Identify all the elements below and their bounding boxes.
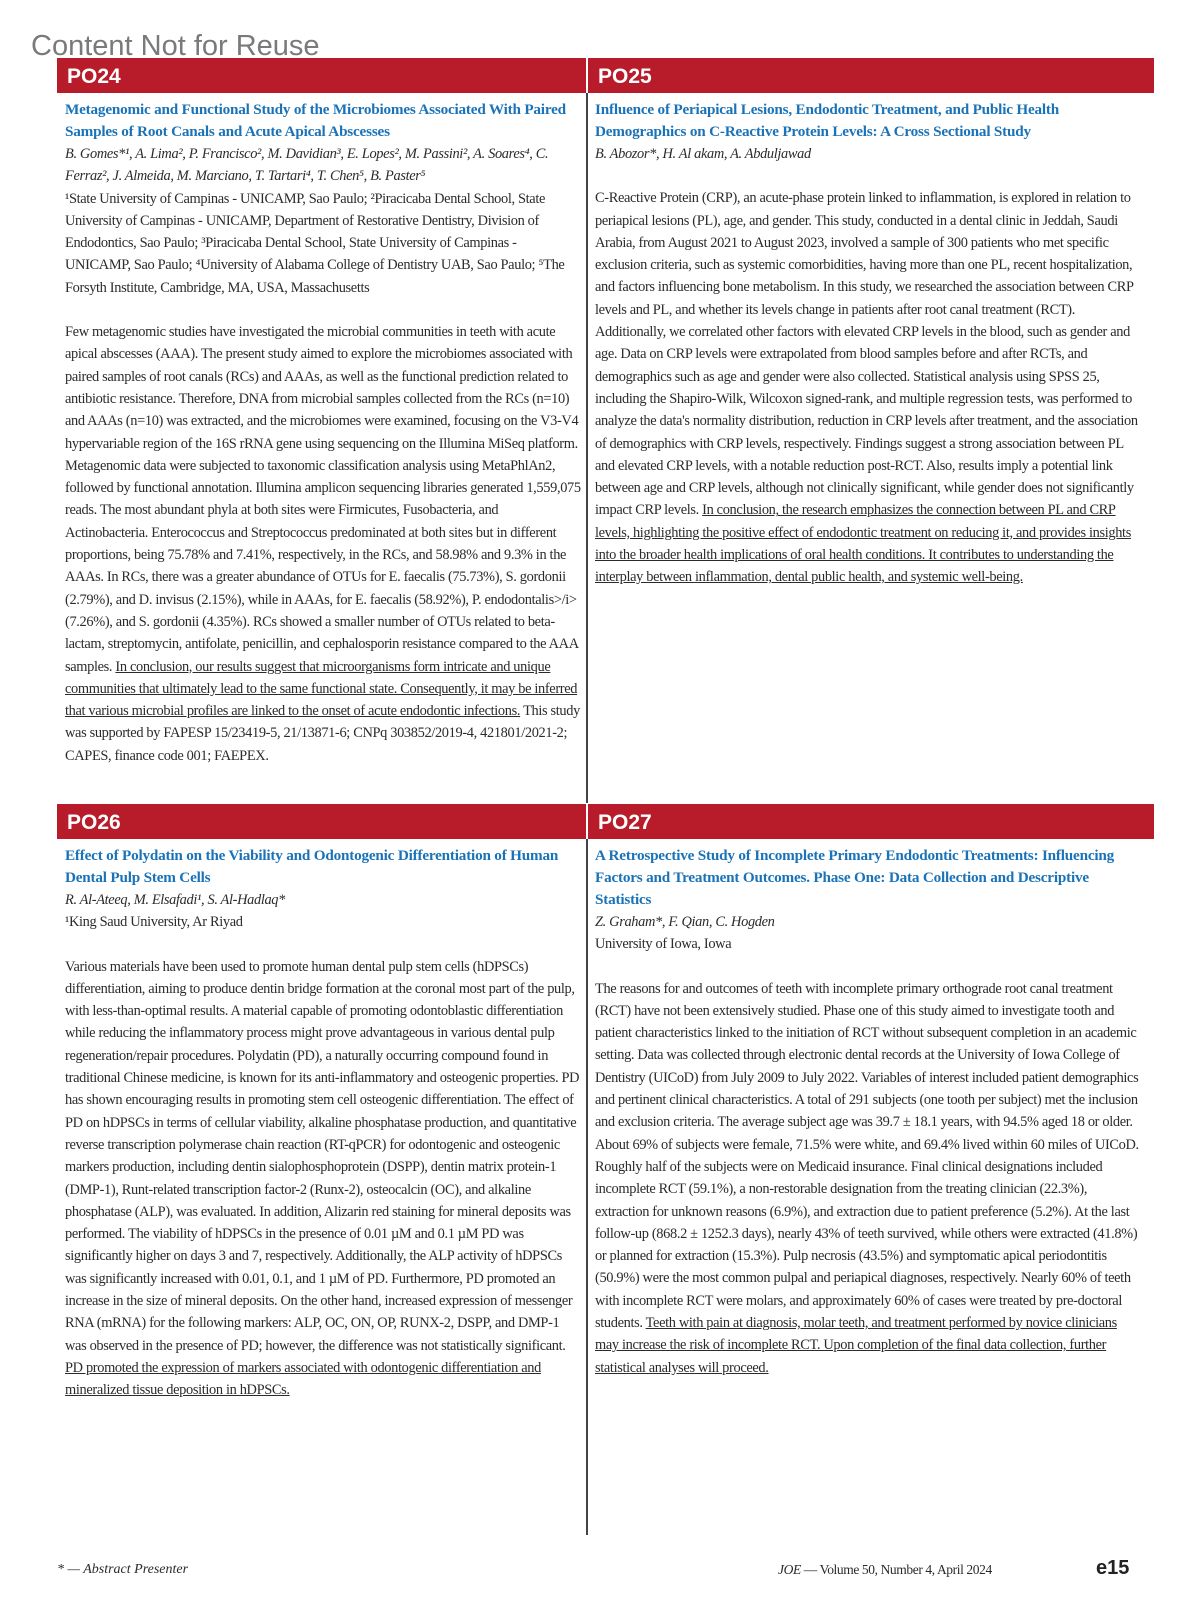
footer-note: * — Abstract Presenter (57, 1562, 189, 1577)
abstract-id-bar: PO27 (588, 804, 1154, 839)
watermark: Content Not for Reuse (31, 30, 320, 62)
abstract-affiliations: University of Iowa, Iowa (595, 936, 732, 953)
conclusion-text: In conclusion, the research emphasizes the connection between PL and CRP levels, highlighting the positive effect of endodontic treatment on reducing it, and provides insights into the broader health implications of oral health conditions. It contributes to understanding the interplay between inflammation, dental public health, and systemic well-being. (595, 502, 1131, 586)
abstract-authors: B. Gomes*¹, A. Lima², P. Francisco², M. Davidian³, E. Lopes², M. Passini², A. Soares⁴, C. Ferraz², J. Almeida, M. Marciano, T. Tartari⁴, T. Chen⁵, B. Paster⁵ (65, 146, 549, 185)
abstract-po24 (65, 99, 581, 767)
abstract-title: Metagenomic and Functional Study of the Microbiomes Associated With Paired Samples of Root Canals and Acute Apical Abscesses (65, 101, 566, 140)
conclusion-text: In conclusion, our results suggest that microorganisms form intricate and unique communities that ultimately lead to the same functional state. Consequently, it may be inferred that various microbial profiles are linked to the onset of acute endodontic infections. (65, 658, 578, 720)
page-number: e15 (1096, 1557, 1130, 1579)
abstract-body: Few metagenomic studies have investigated the microbial communities in teeth with acute apical abscesses (AAA). The present study aimed to explore the microbiomes associated with paired samples of root canals (RCs) and AAAs, as well as the functional prediction related to antibiotic resistance. Therefore, DNA from microbial samples collected from the RCs (n=10) and AAAs (n=10) was extracted, and the microbiomes were examined, focusing on the V3-V4 hypervariable region of the 16S rRNA gene using sequencing on the Illumina MiSeq platform. Metagenomic data were subjected to taxonomic classification analysis using MetaPhlAn2, followed by functional annotation. Illumina amplicon sequencing libraries generated 1,559,075 reads. The most abundant phyla at both sites were Firmicutes, Fusobacteria, and Actinobacteria. Enterococcus and Streptococcus predominated at both sites but in different proportions, being 75.78% and 7.41%, respectively, in the RCs, and 58.98% and 9.3% in the AAAs. In RCs, there was a greater abundance of OTUs for E. faecalis (75.73%), S. gordonii (2.79%), and D. invisus (2.15%), while in AAAs, for E. faecalis (58.92%), P. endodontalis>/i> (7.26%), and S. gordonii (4.35%). RCs showed a smaller number of OTUs related to beta-lactam, streptomycin, antifolate, penicillin, and cephalosporin resistance compared to the AAA samples. In conclusion, our results suggest that microorganisms form intricate and unique communities that ultimately lead to the same functional state. Consequently, it may be inferred that various microbial profiles are linked to the onset of acute endodontic infections. This study was supported by FAPESP 15/23419-5, 21/13871-6; CNPq 303852/2019-4, 421801/2021-2; CAPES, finance code 001; FAEPEX. (65, 324, 581, 764)
conclusion-text: Teeth with pain at diagnosis, molar teeth, and treatment performed by novice clinicians may increase the risk of incomplete RCT. Upon completion of the final data collection, further statistical analyses will proceed. (595, 1315, 1117, 1376)
footer-journal: JOE — Volume 50, Number 4, April 2024 (778, 1562, 992, 1577)
abstract-id-bar: PO24 (57, 58, 586, 93)
abstract-title: A Retrospective Study of Incomplete Primary Endodontic Treatments: Influencing Factors and Treatment Outcomes. Phase One: Data Collection and Descriptive Statistics (595, 847, 1115, 908)
abstract-title: Influence of Periapical Lesions, Endodontic Treatment, and Public Health Demographics on C-Reactive Protein Levels: A Cross Sectional Study (595, 101, 1060, 140)
abstract-id-bar: PO26 (57, 804, 586, 839)
abstract-po25 (595, 99, 1140, 589)
abstract-affiliations: ¹King Saud University, Ar Riyad (65, 914, 243, 931)
abstract-po27 (595, 845, 1140, 1379)
abstract-authors: R. Al-Ateeq, M. Elsafadi¹, S. Al-Hadlaq* (65, 892, 286, 908)
abstract-id-bar: PO25 (588, 58, 1154, 93)
column-divider (586, 93, 588, 803)
abstract-body: The reasons for and outcomes of teeth with incomplete primary orthograde root canal treatment (RCT) have not been extensively studied. Phase one of this study aimed to investigate tooth and patient characteristics linked to the initiation of RCT without subsequent completion in an academic setting. Data was collected through electronic dental records at the University of Iowa College of Dentistry (UICoD) from July 2009 to July 2022. Variables of interest included patient demographics and pertinent clinical characteristics. A total of 291 subjects (one tooth per subject) met the inclusion and exclusion criteria. The average subject age was 39.7 ± 18.1 years, with 94.5% aged 18 or older. About 69% of subjects were female, 71.5% were white, and 69.4% lived within 60 miles of UICoD. Roughly half of the subjects were on Medicaid insurance. Final clinical designations included incomplete RCT (59.1%), a non-restorable designation from the treating clinician (22.3%), extraction for unknown reasons (6.9%), and extraction due to patient preference (5.2%). At the last follow-up (868.2 ± 1252.3 days), nearly 43% of teeth survived, while others were extracted (41.8%) or planned for extraction (15.3%). Pulp necrosis (43.5%) and symptomatic apical periodontitis (50.9%) were the most common pulpal and periapical diagnoses, respectively. Nearly 60% of teeth with incomplete RCT were molars, and approximately 60% of cases were treated by pre-doctoral students. Teeth with pain at diagnosis, molar teeth, and treatment performed by novice clinicians may increase the risk of incomplete RCT. Upon completion of the final data collection, further statistical analyses will proceed. (595, 980, 1139, 1376)
abstract-body: C-Reactive Protein (CRP), an acute-phase protein linked to inflammation, is explored in relation to periapical lesions (PL), age, and gender. This study, conducted in a dental clinic in Jeddah, Saudi Arabia, from August 2021 to August 2023, involved a sample of 300 patients who met specific exclusion criteria, such as systemic comorbidities, having more than one PL, recent hospitalization, and factors influencing bone metabolism. In this study, we researched the association between CRP levels and PL, and whether its levels change in patients after root canal treatment (RCT). Additionally, we correlated other factors with elevated CRP levels in the blood, such as gender and age. Data on CRP levels were extrapolated from blood samples before and after RCTs, and demographics such as age and gender were also collected. Statistical analysis using SPSS 25, including the Shapiro-Wilk, Wilcoxon signed-rank, and multiple regression tests, was performed to analyze the data's normality distribution, reduction in CRP levels after treatment, and the association of demographics with CRP levels, respectively. Findings suggest a strong association between PL and elevated CRP levels, with a notable reduction post-RCT. Also, results imply a potential link between age and CRP levels, although not clinically significant, while gender does not significantly impact CRP levels. In conclusion, the research emphasizes the connection between PL and CRP levels, highlighting the positive effect of endodontic treatment on reducing it, and provides insights into the broader health implications of oral health conditions. It contributes to understanding the interplay between inflammation, dental public health, and systemic well-being. (595, 190, 1138, 586)
abstract-po26 (65, 845, 581, 1402)
abstract-authors: Z. Graham*, F. Qian, C. Hogden (595, 914, 775, 930)
column-divider (586, 839, 588, 1535)
abstract-body: Various materials have been used to promote human dental pulp stem cells (hDPSCs) differentiation, aiming to produce dentin bridge formation at the coronal most part of the pulp, with less-than-optimal results. A material capable of promoting odontoblastic differentiation while reducing the inflammatory process might prove advantageous in various dental pulp regeneration/repair procedures. Polydatin (PD), a naturally occurring compound found in traditional Chinese medicine, is known for its anti-inflammatory and osteogenic properties. PD has shown encouraging results in promoting stem cell osteogenic differentiation. The effect of PD on hDPSCs in terms of cellular viability, alkaline phosphatase production, and quantitative reverse transcription polymerase chain reaction (RT-qPCR) for odontogenic and osteogenic markers production, including dentin sialophosphoprotein (DSPP), dentin matrix protein-1 (DMP-1), Runt-related transcription factor-2 (Runx-2), osteocalcin (OC), and alkaline phosphatase (ALP), was evaluated. In addition, Alizarin red staining for mineral deposits was performed. The viability of hDPSCs in the presence of 0.01 µM and 0.1 µM PD was significantly higher on days 3 and 7, respectively. Additionally, the ALP activity of hDPSCs was significantly increased with 0.01, 0.1, and 1 µM of PD. Furthermore, PD promoted an increase in the size of mineral deposits. On the other hand, increased expression of messenger RNA (mRNA) for the following markers: ALP, OC, ON, OP, RUNX-2, DSPP, and DMP-1 was observed in the presence of PD; however, the difference was not statistically significant. PD promoted the expression of markers associated with odontogenic differentiation and mineralized tissue deposition in hDPSCs. (65, 958, 580, 1399)
abstract-authors: B. Abozor*, H. Al akam, A. Abduljawad (595, 146, 811, 162)
conclusion-text: PD promoted the expression of markers associated with odontogenic differentiation and mineralized tissue deposition in hDPSCs. (65, 1359, 541, 1399)
abstract-affiliations: ¹State University of Campinas - UNICAMP, Sao Paulo; ²Piracicaba Dental School, State University of Campinas - UNICAMP, Department of Restorative Dentistry, Division of Endodontics, Sao Paulo; ³Piracicaba Dental School, State University of Campinas - UNICAMP, Sao Paulo; ⁴University of Alabama College of Dentistry UAB, Sao Paulo; ⁵The Forsyth Institute, Cambridge, MA, USA, Massachusetts (65, 190, 565, 296)
abstract-title: Effect of Polydatin on the Viability and Odontogenic Differentiation of Human Dental Pulp Stem Cells (65, 847, 559, 886)
